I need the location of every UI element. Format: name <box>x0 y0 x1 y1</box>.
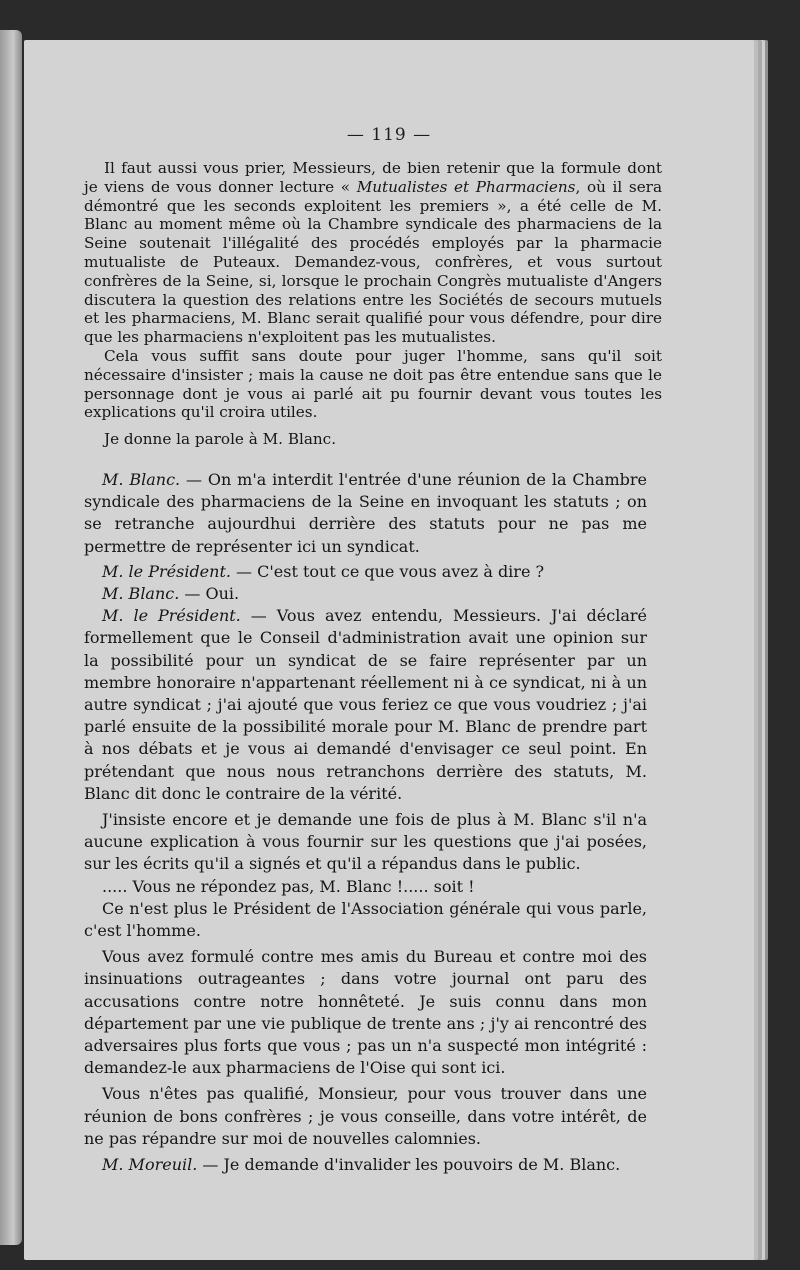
paragraph: Cela vous suffit sans doute pour juger l'homme, sans qu'il soit nécessaire d'insister ; mais la cause ne doit pas être entendue sans que le personnage dont je vous ai parlé ait pu fournir devant vous toutes les explications qu'il croira utiles. <box>84 346 662 422</box>
page-number: — 119 — <box>346 125 432 145</box>
paragraph: J'insiste encore et je demande une fois de plus à M. Blanc s'il n'a aucune explication à vous fournir sur les questions que j'ai posées, sur les écrits qu'il a signés et qu'il a répandus dans le public. <box>84 810 647 874</box>
dialogue-line: M. le Président. — C'est tout ce que vous avez à dire ? <box>102 561 545 581</box>
paragraph: Vous n'êtes pas qualifié, Monsieur, pour vous trouver dans une réunion de bons confrères ; je vous conseille, dans votre intérêt, de ne pas répandre sur moi de nouvelles calomnies. <box>84 1084 647 1148</box>
dialogue-line: M. Moreuil. — Je demande d'invalider les pouvoirs de M. Blanc. <box>102 1155 621 1175</box>
pamphlet-title: Mutualistes et Pharmaciens <box>356 177 576 196</box>
speaker-name: M. Moreuil. <box>102 1155 198 1175</box>
paragraph: Je donne la parole à M. Blanc. <box>104 430 337 449</box>
speaker-name: M. Blanc. <box>102 470 181 489</box>
speaker-name: M. le Président. <box>102 561 231 581</box>
paragraph: Il faut aussi vous prier, Messieurs, de bien retenir que la formule dont je viens de vous donner lecture « Mutualistes et Pharmaciens, où il sera démontré que les seconds exploitent les premiers », a été celle de M. Blanc au moment même où la Chambre syndicale des pharmaciens de la Seine soutenait l'illégalité des procédés employés par la pharmacie mutualiste de Puteaux. Demandez-vous, confrères, et vous surtout confrères de la Seine, si, lorsque le prochain Congrès mutualiste d'Angers discutera la question des relations entre les Sociétés de secours mutuels et les pharmaciens, M. Blanc serait qualifié pour vous défendre, pour dire que les pharmaciens n'exploitent pas les mutualistes. <box>84 159 663 347</box>
dialogue-line: M. Blanc. — On m'a interdit l'entrée d'une réunion de la Chambre syndicale des pharmaciens de la Seine en invoquant les statuts ; on se retranche aujourdhui derrière des statuts pour ne pas me permettre de représenter ici un syndicat. <box>84 470 648 556</box>
book-page <box>24 40 754 1260</box>
paragraph: Vous avez formulé contre mes amis du Bureau et contre moi des insinuations outrageantes ; dans votre journal ont paru des accusations contre notre honnêteté. Je suis connu dans mon département par une vie publique de trente ans ; j'y ai rencontré des adversaires plus forts que vous ; pas un n'a suspecté mon intégrité : demandez-le aux pharmaciens de l'Oise qui sont ici. <box>84 947 647 1078</box>
dialogue-line: M. Blanc. — Oui. <box>102 584 240 604</box>
intro-text <box>84 159 662 449</box>
speaker-name: M. le Président. <box>102 606 241 626</box>
dialogue-line: M. le Président. — Vous avez entendu, Messieurs. J'ai déclaré formellement que le Conseil d'administration avait une opinion sur la possibilité pour un syndicat de se faire représenter par un membre honoraire n'appartenant réellement ni à ce syndicat, ni à un autre syndicat ; j'ai ajouté que vous feriez ce que vous voudriez ; j'ai parlé ensuite de la possibilité morale pour M. Blanc de prendre part à nos débats et je vous ai demandé d'envisager ce seul point. En prétendant que nous nous retranchons derrière des statuts, M. Blanc dit donc le contraire de la vérité. <box>84 606 647 803</box>
debate-transcript <box>84 469 647 1176</box>
paragraph: ..... Vous ne répondez pas, M. Blanc !..... soit ! <box>102 876 475 896</box>
paragraph: Ce n'est plus le Président de l'Association générale qui vous parle, c'est l'homme. <box>84 898 647 941</box>
previous-page-edge <box>0 30 22 1245</box>
speaker-name: M. Blanc. <box>102 584 180 604</box>
